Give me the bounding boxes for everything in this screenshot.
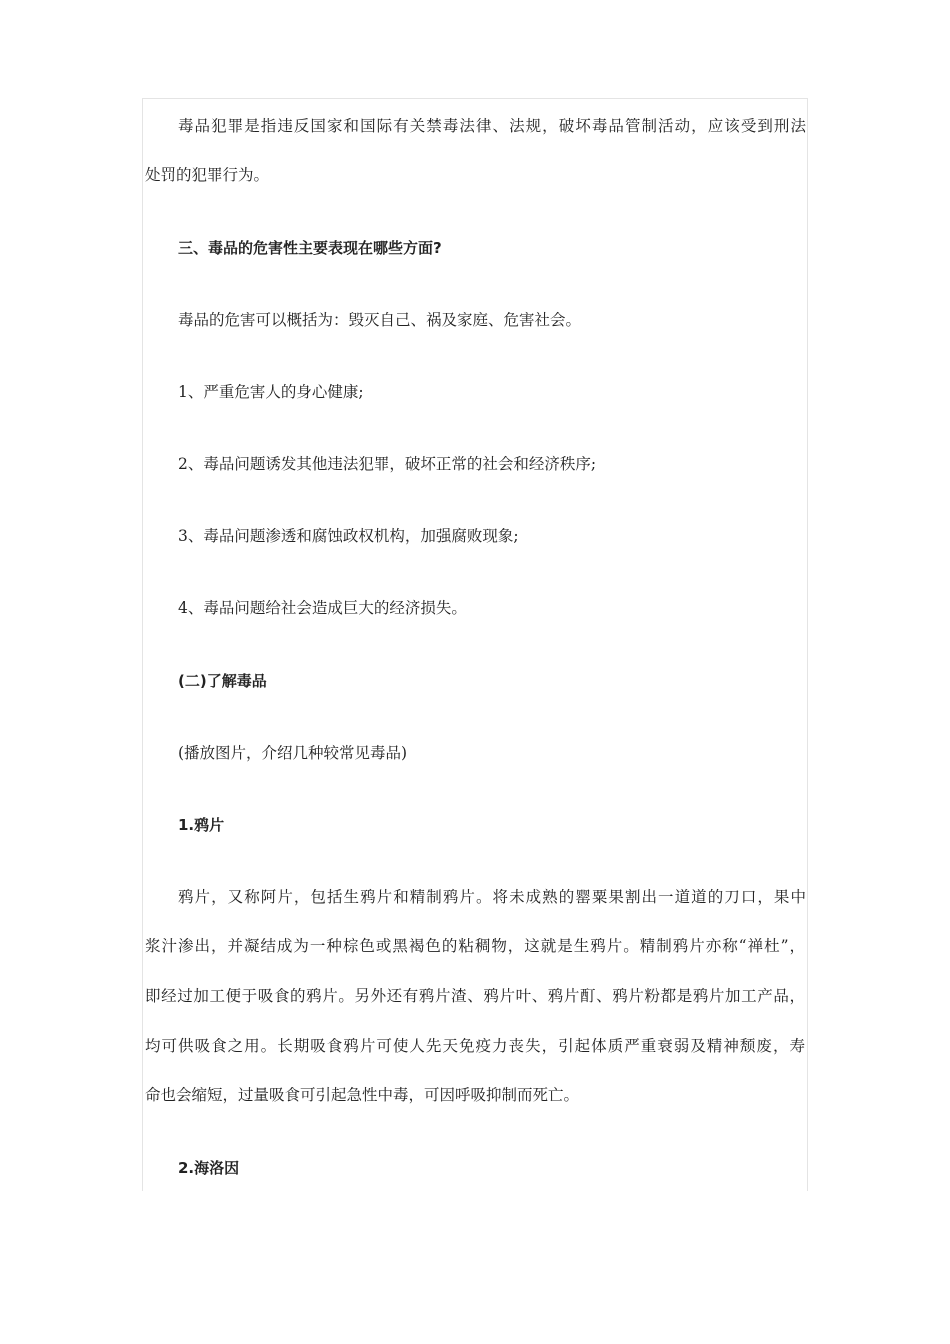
- opium-line-4: 均可供吸食之用。长期吸食鸦片可使人先天免疫力丧失，引起体质严重衰弱及精神颓废，寿: [145, 1037, 805, 1055]
- opium-line-2: 浆汁渗出，并凝结成为一种棕色或黑褐色的粘稠物，这就是生鸦片。精制鸦片亦称“禅杜”，: [145, 937, 805, 955]
- intro-line-2: 处罚的犯罪行为。: [145, 166, 270, 184]
- section3-heading: 三、毒品的危害性主要表现在哪些方面?: [178, 239, 442, 257]
- section3-summary: 毒品的危害可以概括为：毁灭自己、祸及家庭、危害社会。: [178, 311, 582, 329]
- harm-item-2: 2、毒品问题诱发其他违法犯罪，破坏正常的社会和经济秩序;: [178, 455, 597, 473]
- opium-line-1: 鸦片，又称阿片，包括生鸦片和精制鸦片。将未成熟的罂粟果割出一道道的刀口，果中: [178, 888, 806, 906]
- opium-heading: 1.鸦片: [178, 816, 225, 834]
- harm-item-3: 3、毒品问题渗透和腐蚀政权机构，加强腐败现象;: [178, 527, 519, 545]
- harm-item-1: 1、严重危害人的身心健康;: [178, 383, 364, 401]
- content-frame: [142, 98, 808, 1191]
- heroin-heading: 2.海洛因: [178, 1159, 240, 1177]
- intro-line-1: 毒品犯罪是指违反国家和国际有关禁毒法律、法规，破坏毒品管制活动，应该受到刑法: [178, 117, 806, 135]
- understand-note: (播放图片，介绍几种较常见毒品): [178, 744, 408, 762]
- opium-line-5: 命也会缩短，过量吸食可引起急性中毒，可因呼吸抑制而死亡。: [145, 1086, 580, 1104]
- harm-item-4: 4、毒品问题给社会造成巨大的经济损失。: [178, 599, 467, 617]
- opium-line-3: 即经过加工便于吸食的鸦片。另外还有鸦片渣、鸦片叶、鸦片酊、鸦片粉都是鸦片加工产品，: [145, 987, 805, 1005]
- understand-heading: (二)了解毒品: [178, 672, 267, 690]
